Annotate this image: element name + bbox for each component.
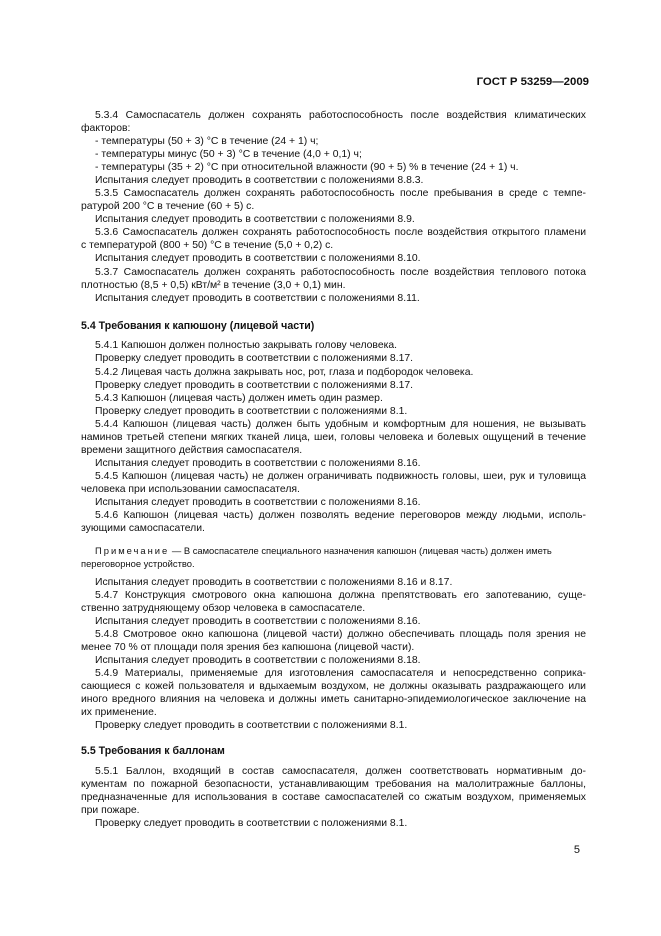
- note-text: — В самоспасателе специального назначения капюшон (лицевая часть) должен иметь: [171, 545, 552, 556]
- paragraph-line: Испытания следует проводить в соответствии с положениями 8.16 и 8.17.: [95, 577, 453, 588]
- paragraph-line: иного вредного влияния на человека и должны иметь санитарно-эпидемиологическое заключение на: [81, 694, 586, 705]
- paragraph-line: при пожаре.: [81, 805, 140, 816]
- paragraph-line: 5.3.4 Самоспасатель должен сохранять работоспособность после воздействия климатических: [95, 110, 586, 121]
- paragraph-line: с температурой (800 + 50) °С в течение (5,0 + 0,2) с.: [81, 240, 334, 251]
- paragraph-line: Проверку следует проводить в соответствии с положениями 8.17.: [95, 380, 414, 391]
- paragraph-line: 5.4.1 Капюшон должен полностью закрывать голову человека.: [95, 340, 398, 351]
- paragraph-line: Испытания следует проводить в соответствии с положениями 8.11.: [95, 293, 420, 304]
- note: [95, 544, 586, 557]
- section-heading: 5.5 Требования к баллонам: [81, 745, 225, 757]
- paragraph-line: зующими самоспасатели.: [81, 523, 205, 534]
- paragraph-line: Испытания следует проводить в соответствии с положениями 8.16.: [95, 497, 421, 508]
- paragraph-line: времени защитного действия самоспасателя.: [81, 445, 303, 456]
- paragraph-line: предназначенные для использования в составе самоспасателей со сжатым воздухом, применяемых: [81, 792, 586, 803]
- paragraph-line: 5.4.4 Капюшон (лицевая часть) должен быть удобным и комфортным для ношения, не вызывать: [95, 419, 586, 430]
- paragraph-line: Испытания следует проводить в соответствии с положениями 8.16.: [95, 458, 421, 469]
- paragraph-line: сающиеся с кожей пользователя и вдыхаемым воздухом, не должны оказывать раздражающего или: [81, 681, 586, 692]
- paragraph-line: 5.5.1 Баллон, входящий в состав самоспасателя, должен соответствовать нормативным до-: [95, 766, 586, 777]
- paragraph-line: 5.4.6 Капюшон (лицевая часть) должен позволять ведение переговоров между людьми, исполь-: [95, 510, 586, 521]
- paragraph-line: менее 70 % от площади поля зрения без капюшона (лицевой части).: [81, 642, 415, 653]
- page-number: 5: [573, 844, 580, 856]
- paragraph-line: 5.4.8 Смотровое окно капюшона (лицевой части) должно обеспечивать площадь поля зрения не: [95, 629, 586, 640]
- paragraph-line: 5.3.7 Самоспасатель должен сохранять работоспособность после воздействия теплового потока: [95, 267, 586, 278]
- paragraph-line: ственно затрудняющему обзор человека в самоспасателе.: [81, 603, 366, 614]
- document-header: ГОСТ Р 53259—2009: [476, 76, 589, 88]
- note-continuation: переговорное устройство.: [81, 558, 195, 569]
- paragraph-line: 5.3.5 Самоспасатель должен сохранять работоспособность после пребывания в среде с темпе-: [95, 188, 586, 199]
- paragraph-line: 5.4.9 Материалы, применяемые для изготовления самоспасателя и непосредственно соприка-: [95, 668, 586, 679]
- paragraph-line: Проверку следует проводить в соответствии с положениями 8.1.: [95, 406, 408, 417]
- paragraph-line: Проверку следует проводить в соответствии с положениями 8.1.: [95, 818, 408, 829]
- paragraph-line: их применение.: [81, 707, 157, 718]
- paragraph-line: 5.4.2 Лицевая часть должна закрывать нос, рот, глаза и подбородок человека.: [95, 367, 474, 378]
- paragraph-line: факторов:: [81, 123, 131, 134]
- list-item: - температуры минус (50 + 3) °С в течение (4,0 + 0,1) ч;: [95, 149, 362, 160]
- paragraph-line: 5.4.5 Капюшон (лицевая часть) не должен ограничивать подвижность головы, шеи, рук и туловища: [95, 471, 586, 482]
- paragraph-line: наминов третьей степени мягких тканей лица, шеи, головы человека и болевых ощущений в течение: [81, 432, 586, 443]
- paragraph-line: Испытания следует проводить в соответствии с положениями 8.18.: [95, 655, 421, 666]
- paragraph-line: человека при использовании самоспасателя.: [81, 484, 300, 495]
- paragraph-line: Испытания следует проводить в соответствии с положениями 8.9.: [95, 214, 415, 225]
- paragraph-line: кументам по пожарной безопасности, устанавливающим требования на малолитражные баллоны,: [81, 779, 586, 790]
- paragraph-line: ратурой 200 °С в течение (60 + 5) с.: [81, 201, 255, 212]
- paragraph-line: Проверку следует проводить в соответствии с положениями 8.17.: [95, 353, 414, 364]
- paragraph-line: Испытания следует проводить в соответствии с положениями 8.16.: [95, 616, 421, 627]
- list-item: - температуры (50 + 3) °С в течение (24 + 1) ч;: [95, 136, 319, 147]
- paragraph-line: 5.4.3 Капюшон (лицевая часть) должен иметь один размер.: [95, 393, 383, 404]
- paragraph-line: Испытания следует проводить в соответствии с положениями 8.8.3.: [95, 175, 424, 186]
- paragraph-line: плотностью (8,5 + 0,5) кВт/м² в течение (3,0 + 0,1) мин.: [81, 280, 346, 291]
- paragraph-line: 5.4.7 Конструкция смотрового окна капюшона должна препятствовать его запотеванию, суще-: [95, 590, 586, 601]
- note-label: Примечание: [95, 545, 170, 556]
- list-item: - температуры (35 + 2) °С при относительной влажности (90 + 5) % в течение (24 + 1) ч.: [95, 162, 519, 173]
- section-heading: 5.4 Требования к капюшону (лицевой части): [81, 320, 315, 332]
- paragraph-line: Испытания следует проводить в соответствии с положениями 8.10.: [95, 253, 421, 264]
- paragraph-line: Проверку следует проводить в соответствии с положениями 8.1.: [95, 720, 408, 731]
- paragraph-line: 5.3.6 Самоспасатель должен сохранять работоспособность после воздействия открытого пламени: [95, 227, 586, 238]
